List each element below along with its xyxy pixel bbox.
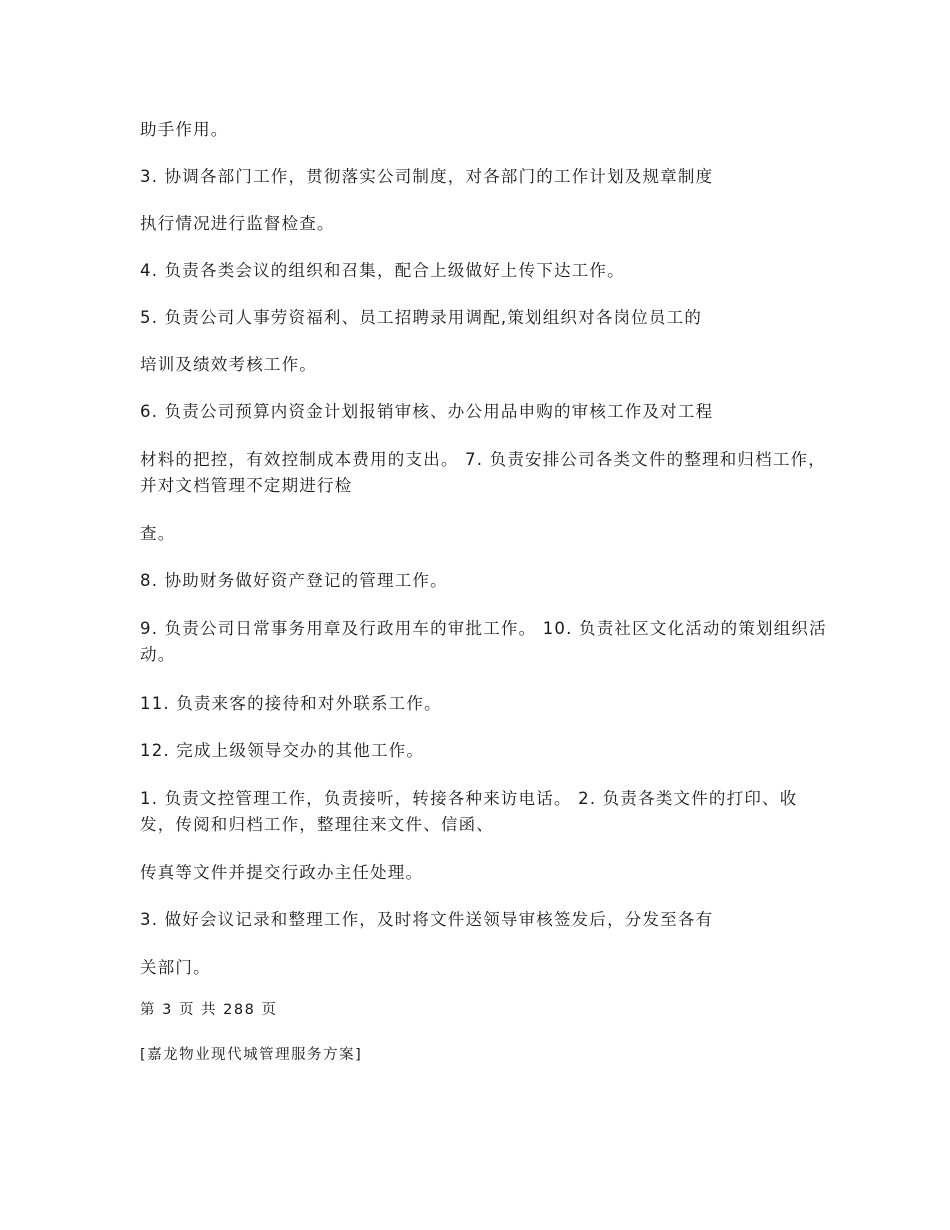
text-line: 8. 协助财务做好资产登记的管理工作。 (140, 571, 448, 590)
text-line: 6. 负责公司预算内资金计划报销审核、办公用品申购的审核工作及对工程 (140, 402, 714, 421)
text-line: 3. 做好会议记录和整理工作，及时将文件送领导审核签发后，分发至各有 (140, 910, 714, 929)
text-line: 培训及绩效考核工作。 (140, 355, 317, 374)
text-line: 执行情况进行监督检查。 (140, 214, 335, 233)
page-number: 第 3 页 共 288 页 (140, 1002, 278, 1018)
text-line: 助手作用。 (140, 120, 229, 139)
text-line: 关部门。 (140, 958, 211, 977)
text-line: 传真等文件并提交行政办主任处理。 (140, 863, 424, 882)
text-line: 查。 (140, 524, 176, 543)
text-line: 4. 负责各类会议的组织和召集，配合上级做好上传下达工作。 (140, 261, 625, 280)
text-paragraph: 1. 负责文控管理工作，负责接听，转接各种来访电话。 2. 负责各类文件的打印、收发，传阅和归档工作，整理往来文件、信函、 (140, 789, 798, 834)
text-line: 5. 负责公司人事劳资福利、员工招聘录用调配,策划组织对各岗位员工的 (140, 308, 703, 327)
text-line: 3. 协调各部门工作，贯彻落实公司制度，对各部门的工作计划及规章制度 (140, 167, 714, 186)
text-paragraph: 材料的把控，有效控制成本费用的支出。 7. 负责安排公司各类文件的整理和归档工作，并对文档管理不定期进行检 (140, 450, 826, 495)
text-line: 12. 完成上级领导交办的其他工作。 (140, 741, 425, 760)
document-title: [嘉龙物业现代城管理服务方案] (140, 1047, 363, 1063)
text-line: 11. 负责来客的接待和对外联系工作。 (140, 694, 442, 713)
text-paragraph: 9. 负责公司日常事务用章及行政用车的审批工作。 10. 负责社区文化活动的策划组织活动。 (140, 619, 827, 664)
